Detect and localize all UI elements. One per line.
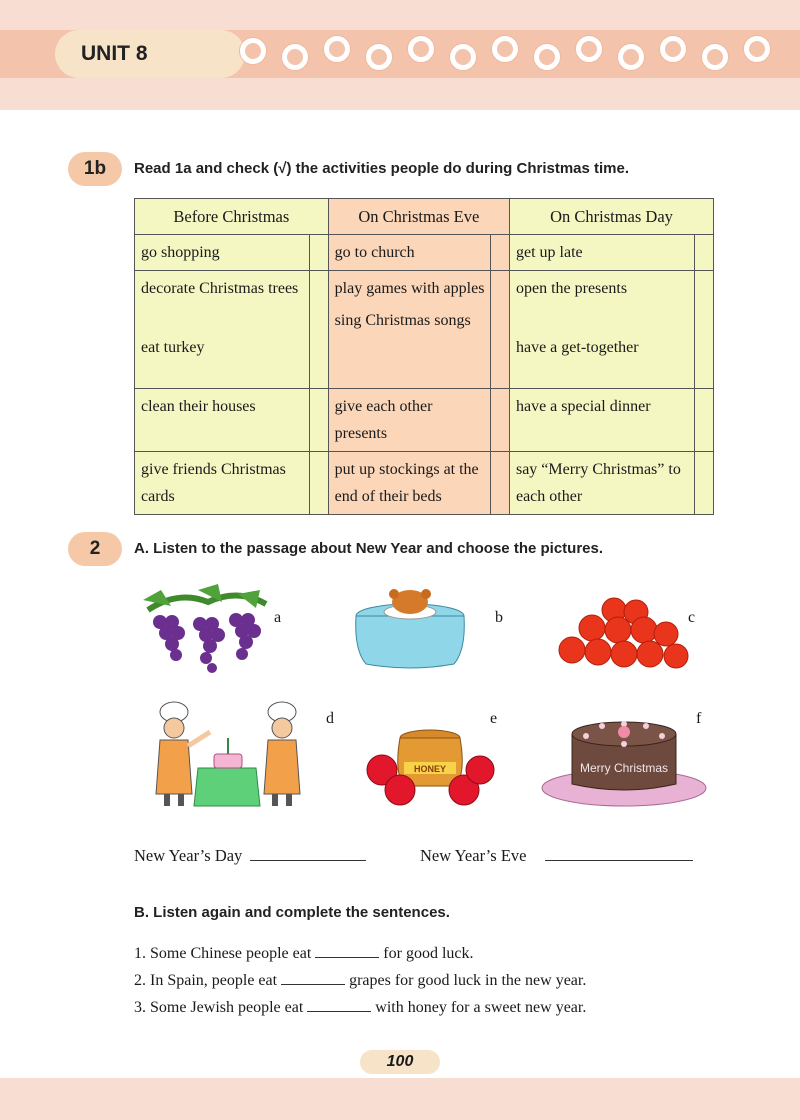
activity-cell-group [509, 271, 694, 389]
column-header: On Christmas Day [509, 199, 713, 235]
activity-text: open the presents [515, 280, 628, 297]
check-box[interactable] [310, 389, 329, 452]
activity-text: have a get-together [515, 339, 639, 356]
honey-label: HONEY [413, 764, 447, 774]
ring-icon [450, 44, 476, 70]
ring-icon [534, 44, 560, 70]
oranges-icon [556, 596, 690, 672]
sentence-text: for good luck. [383, 945, 474, 962]
column-header: Before Christmas [135, 199, 329, 235]
activity-cell: clean their houses [135, 389, 310, 452]
ring-icon [702, 44, 728, 70]
sentence-blank[interactable] [281, 969, 345, 985]
sentence-text: grapes for good luck in the new year. [349, 972, 587, 989]
ring-icon [408, 36, 434, 62]
page-number: 100 [360, 1050, 440, 1074]
sentence-blank[interactable] [315, 942, 379, 958]
check-box[interactable] [695, 235, 714, 271]
decorative-rings [240, 34, 800, 74]
section-badge-1b: 1b [68, 152, 122, 186]
picture-label-e: e [490, 710, 498, 727]
picture-label-b: b [495, 609, 503, 626]
sentence-item [134, 940, 586, 967]
check-box[interactable] [491, 235, 510, 271]
activity-text: eat turkey [141, 339, 205, 356]
ring-icon [324, 36, 350, 62]
picture-label-c: c [688, 609, 696, 626]
activity-text: decorate Christmas trees [141, 280, 299, 297]
new-years-day-field [134, 845, 366, 866]
check-box[interactable] [310, 235, 329, 271]
activity-cell: have a special dinner [509, 389, 694, 452]
section-badge-2: 2 [68, 532, 122, 566]
activity-cell: put up stockings at the end of their beds [328, 452, 491, 515]
check-box[interactable] [695, 389, 714, 452]
activity-text: sing Christmas songs [334, 312, 471, 329]
column-header: On Christmas Eve [328, 199, 509, 235]
activity-cell: give friends Christmas cards [135, 452, 310, 515]
picture-label-f: f [696, 710, 702, 727]
activity-cell: go to church [328, 235, 491, 271]
sentence-item [134, 967, 586, 994]
cake-message: Merry Christmas [579, 761, 669, 775]
roast-turkey-icon [350, 580, 470, 670]
activity-text: play games with apples [334, 280, 485, 297]
sentence-text: with honey for a sweet new year. [375, 999, 587, 1016]
ring-icon [618, 44, 644, 70]
christmas-cake-icon [540, 712, 708, 808]
check-box[interactable] [310, 271, 329, 389]
new-years-eve-field [420, 845, 693, 866]
check-box[interactable] [491, 389, 510, 452]
activity-cell: go shopping [135, 235, 310, 271]
check-box[interactable] [695, 452, 714, 515]
check-box[interactable] [310, 452, 329, 515]
sentence-item [134, 994, 586, 1021]
ring-icon [492, 36, 518, 62]
sentence-blank[interactable] [307, 996, 371, 1012]
sentence-text: 3. Some Jewish people eat [134, 999, 304, 1016]
instruction-2b: B. Listen again and complete the sentences. [134, 904, 450, 921]
sentence-text: 1. Some Chinese people eat [134, 945, 312, 962]
instruction-2a: A. Listen to the passage about New Year and choose the pictures. [134, 540, 604, 557]
activity-cell-group [135, 271, 310, 389]
new-years-day-label: New Year’s Day [134, 846, 243, 865]
footer-band [0, 1078, 800, 1120]
picture-label-d: d [326, 710, 334, 727]
activity-cell: get up late [509, 235, 694, 271]
honey-apples-icon [364, 722, 496, 808]
sentence-list [134, 940, 586, 1021]
new-years-eve-blank[interactable] [545, 845, 693, 861]
new-years-eve-label: New Year’s Eve [420, 846, 527, 865]
ring-icon [660, 36, 686, 62]
new-years-day-blank[interactable] [250, 845, 366, 861]
activity-cell: say “Merry Christmas” to each other [509, 452, 694, 515]
picture-label-a: a [274, 609, 282, 626]
ring-icon [576, 36, 602, 62]
check-box[interactable] [491, 271, 510, 389]
ring-icon [240, 38, 266, 64]
chefs-cake-icon [136, 698, 318, 812]
unit-title: UNIT 8 [55, 30, 245, 78]
grapes-icon [138, 580, 270, 680]
check-box[interactable] [695, 271, 714, 389]
sentence-text: 2. In Spain, people eat [134, 972, 278, 989]
activity-cell: give each other presents [328, 389, 491, 452]
instruction-1b: Read 1a and check (√) the activities people do during Christmas time. [134, 160, 630, 177]
activity-cell-group [328, 271, 491, 389]
ring-icon [282, 44, 308, 70]
ring-icon [744, 36, 770, 62]
activities-table [134, 198, 714, 515]
check-box[interactable] [491, 452, 510, 515]
ring-icon [366, 44, 392, 70]
